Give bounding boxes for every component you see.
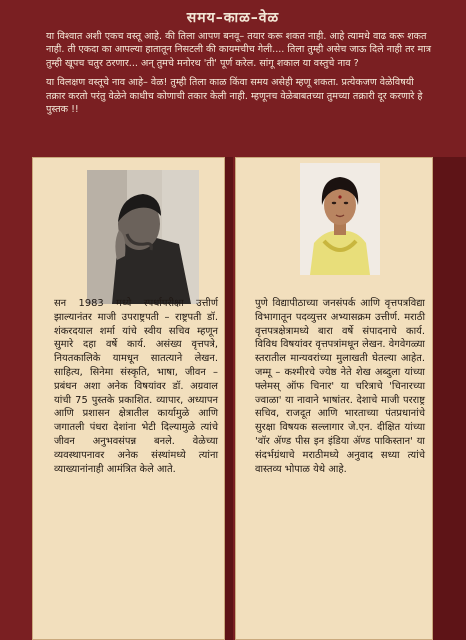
author-photo: [87, 170, 199, 304]
author-bio: सन 1983 मध्ये स्पर्धापरीक्षा उत्तीर्ण झाल्यानंतर माजी उपराष्ट्रपती – राष्ट्रपती डॉ. शंकरदयाल शर्मा यांचे स्वीय सचिव म्हणून सुमारे दहा वर्षे कार्य. असंख्य वृत्तपत्रे, नियतकालिके यामधून सातत्याने लेखन. साहित्य, सिनेमा संस्कृति, भाषा, जीवन –प्रबंधन अशा अनेक विषयांवर डॉ. अग्रवाल यांची 75 पुस्तके प्रकाशित. व्यापार, अध्यापन आणि प्रशासन क्षेत्रातील कार्यामुळे आणि जगातली पंधरा देशांना भेटी दिल्यामुळे त्यांचे जीवन अनुभवसंपन्न बनले. वेळेच्या व्यवस्थापनावर अनेक संस्थांमध्ये त्यांना व्याख्यानांनाही आमंत्रित केले आते.: [54, 298, 218, 475]
right-margin: [433, 157, 466, 640]
translator-photo: [300, 163, 380, 275]
intro-paragraph-1: या विश्वात अशी एकच वस्तू आहे. की तिला आपण बनवू– तयार करू शकत नाही. आहे त्यामधे वाढ करू शकत नाही. ती एकदा का आपल्या हातातून निसटली की कायमचीच गेली.... तिला तुम्ही असेच जाऊ दिले नाही तर मात्र तुम्ही खूपच चतुर ठरणार... अन् तुमचे मनोरथ 'ती' पूर्ण करेल. सांगू शकाल या वस्तुचे नाव ?: [46, 31, 432, 69]
intro-paragraph-2: या विलक्षण वस्तूचे नाव आहे– वेळ! तुम्ही तिला काळ किंवा समय असेही म्हणू शकता. प्रत्येकजण वेळेविषयी तक्रार करतो परंतु वेळेने काधीच कोणाची तकार केली नाही. म्हणूनच वेळेबाबतच्या तुमच्या तक्रारी दूर करणारे हे पुस्तक !!: [46, 77, 423, 116]
translator-bio: पुणे विद्यापीठाच्या जनसंपर्क आणि वृत्तपत्रविद्या विभागातून पदव्युत्तर अभ्यासक्रम उत्तीर्ण. मराठी वृत्तपत्रक्षेत्रामध्ये बारा वर्षे संपादनाचे कार्य. विविध विषयांवर वृत्तपत्रांमधून लेखन. वेगवेगळ्या स्तरातील मान्यवरांच्या मुलाखती घेतल्या आहेत. जम्मू – कश्मीरचे ज्येष्ठ नेते शेख अब्दुला यांच्या फ्लेमस् ऑफ चिनार' या चरित्राचे 'चिनारच्या ज्वाळा' या नावाने भाषांतर. देशाचे माजी परराष्ट्र सचिव, राजदूत आणि भारताच्या पंतप्रधानांचे सुरक्षा विषयक सल्लागार जे.एन. दीक्षित यांच्या 'वॉर ॲण्ड पीस इन इंडिया ॲण्ड पाकिस्तान' या संदर्भग्रंथाचे मराठीमध्ये अनुवाद सध्या त्यांचे वास्तव्य भोपाळ येथे आहे.: [255, 298, 425, 475]
author-panel: [32, 157, 225, 640]
translator-panel: [235, 157, 433, 640]
intro-text: [46, 30, 432, 122]
page-title: समय–काळ–वेळ: [186, 10, 280, 26]
panel-divider: [225, 157, 233, 640]
